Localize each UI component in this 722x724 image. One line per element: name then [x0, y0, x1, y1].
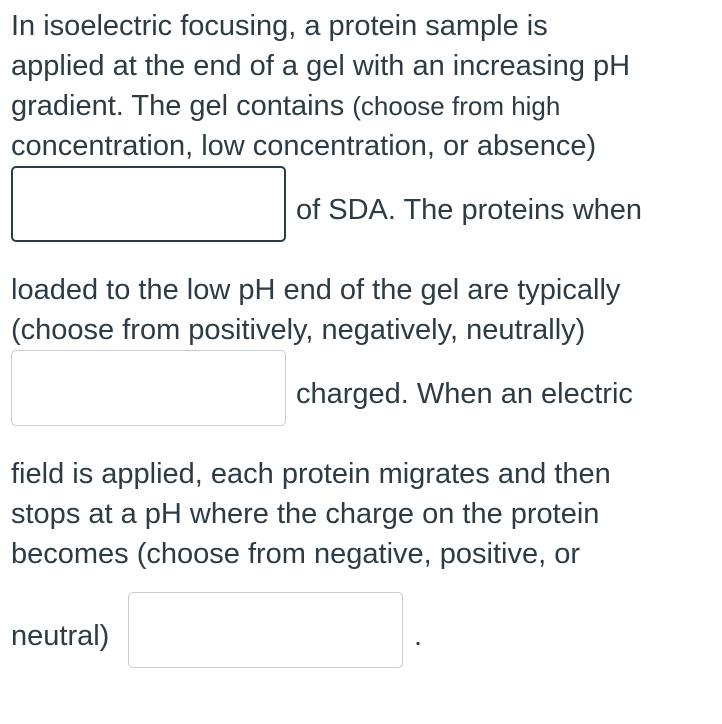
question-line-4: concentration, low concentration, or absence): [11, 130, 597, 162]
question-line-7: (choose from positively, negatively, neutrally): [11, 314, 586, 346]
question-text: [11, 6, 711, 668]
answer-blank-1[interactable]: [11, 166, 286, 242]
question-line-12-period: .: [414, 620, 423, 652]
question-line-12-lead: neutral): [11, 620, 110, 652]
question-line-3-text: gradient. The gel contains: [11, 90, 353, 122]
after-blank-2-text: charged. When an electric: [296, 378, 633, 410]
question-line-3: [11, 86, 711, 126]
question-line-9: field is applied, each protein migrates and then: [11, 458, 611, 490]
answer-blank-2[interactable]: [11, 350, 286, 426]
spacer: [11, 426, 711, 454]
blank-row-1: [11, 166, 711, 242]
after-blank-1-text: of SDA. The proteins when: [296, 194, 643, 226]
question-line-2: applied at the end of a gel with an increasing pH: [11, 50, 631, 82]
question-line-11: becomes (choose from negative, positive, or: [11, 538, 580, 570]
choice-hint-1: (choose from high: [352, 91, 561, 121]
question-line-6: loaded to the low pH end of the gel are typically: [11, 274, 621, 306]
blank-row-2: [11, 350, 711, 426]
question-line-10: stops at a pH where the charge on the protein: [11, 498, 600, 530]
blank-row-3: [11, 592, 711, 668]
spacer: [11, 242, 711, 270]
question-line-1: In isoelectric focusing, a protein sample is: [11, 10, 548, 42]
answer-blank-3[interactable]: [128, 592, 403, 668]
